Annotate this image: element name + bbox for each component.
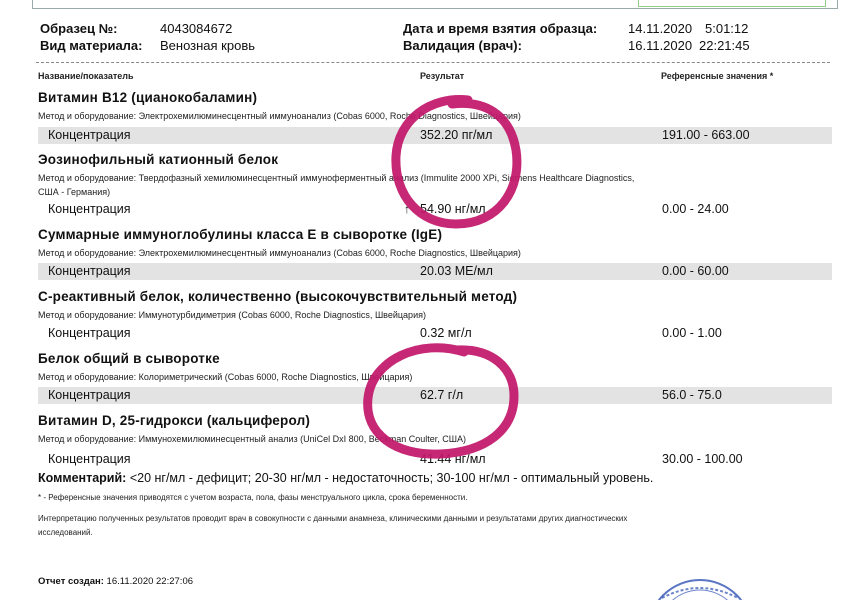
material-label: Вид материала: [40,38,143,53]
test-title: Витамин D, 25-гидрокси (кальциферол) [38,413,311,428]
report-created [38,576,193,587]
test-method-cont: США - Германия) [38,187,111,197]
comment-text: <20 нг/мл - дефицит; 20-30 нг/мл - недостаточность; 30-100 нг/мл - оптимальный уровень. [126,471,654,485]
result-label: Концентрация [48,264,131,278]
result-reference: 30.00 - 100.00 [662,452,743,466]
validation-date: 16.11.2020 [628,38,693,53]
column-name-header: Название/показатель [38,71,134,81]
result-value: 54.90 нг/мл [420,202,486,216]
result-row [38,451,832,468]
collected-date: 14.11.2020 [628,21,693,36]
collected-label: Дата и время взятия образца: [403,21,598,36]
result-row [38,263,832,280]
test-title: Белок общий в сыворотке [38,351,220,366]
collected-time: 5:01:12 [705,21,749,36]
column-result-header: Результат [420,71,465,81]
comment-line [38,471,653,485]
top-right-box [638,0,826,7]
sample-number-value: 4043084672 [160,21,233,36]
result-value: 20.03 МЕ/мл [420,264,493,278]
result-reference: 0.00 - 24.00 [662,202,729,216]
result-label: Концентрация [48,452,131,466]
result-label: Концентрация [48,202,131,216]
result-row [38,127,832,144]
interpretation-note: Интерпретацию полученных результатов проводит врач в совокупности с данными анамнеза, клиническими данными и результатами других диагностических исследований. [38,514,628,537]
column-reference-header: Референсные значения * [661,71,774,81]
result-reference: 191.00 - 663.00 [662,128,750,142]
test-method: Метод и оборудование: Колориметрический (Cobas 6000, Roche Diagnostics, Швейцария) [38,372,413,382]
seal-stamp [648,580,752,600]
result-label: Концентрация [48,326,131,340]
test-method: Метод и оборудование: Электрохемилюминесцентный иммуноанализ (Cobas 6000, Roche Diagnostics, Швейцария) [38,248,521,258]
report-value: 16.11.2020 22:27:06 [106,576,194,587]
validation-time: 22:21:45 [699,38,750,53]
high-flag-icon: ↑ [404,202,410,216]
report-label: Отчет создан: [38,576,104,587]
test-method: Метод и оборудование: Иммунохемилюминесцентный анализ (UniCel DxI 800, Beckman Coulter, США) [38,434,466,444]
test-method: Метод и оборудование: Иммунотурбидиметрия (Cobas 6000, Roche Diagnostics, Швейцария) [38,310,426,320]
result-row [38,387,832,404]
result-value: 352.20 пг/мл [420,128,493,142]
validation-label: Валидация (врач): [403,38,522,53]
sample-number-label: Образец №: [40,21,118,36]
result-label: Концентрация [48,388,131,402]
material-value: Венозная кровь [160,38,256,53]
test-title: С-реактивный белок, количественно (высокочувствительный метод) [38,289,518,304]
comment-label: Комментарий: [38,471,127,485]
test-method: Метод и оборудование: Электрохемилюминесцентный иммуноанализ (Cobas 6000, Roche Diagnostics, Швейцария) [38,111,521,121]
result-value: 62.7 г/л [420,388,464,402]
result-row [38,325,832,342]
test-title: Витамин В12 (цианокобаламин) [38,90,258,105]
result-reference: 0.00 - 1.00 [662,326,722,340]
result-value: 41.44 нг/мл [420,452,486,466]
footnote: * - Референсные значения приводятся с учетом возраста, пола, фазы менструального цикла, срока беременности. [38,493,468,502]
result-row [38,201,832,218]
result-value: 0.32 мг/л [420,326,472,340]
test-title: Эозинофильный катионный белок [38,152,279,167]
test-title: Суммарные иммуноглобулины класса Е в сыворотке (IgE) [38,227,443,242]
result-label: Концентрация [48,128,131,142]
test-method: Метод и оборудование: Твердофазный хемилюминесцентный иммуноферментный анализ (Immulite 2000 XPi, Siemens Healthcare Diagnostics, [38,173,635,183]
result-reference: 0.00 - 60.00 [662,264,729,278]
header-divider [36,62,830,63]
result-reference: 56.0 - 75.0 [662,388,722,402]
